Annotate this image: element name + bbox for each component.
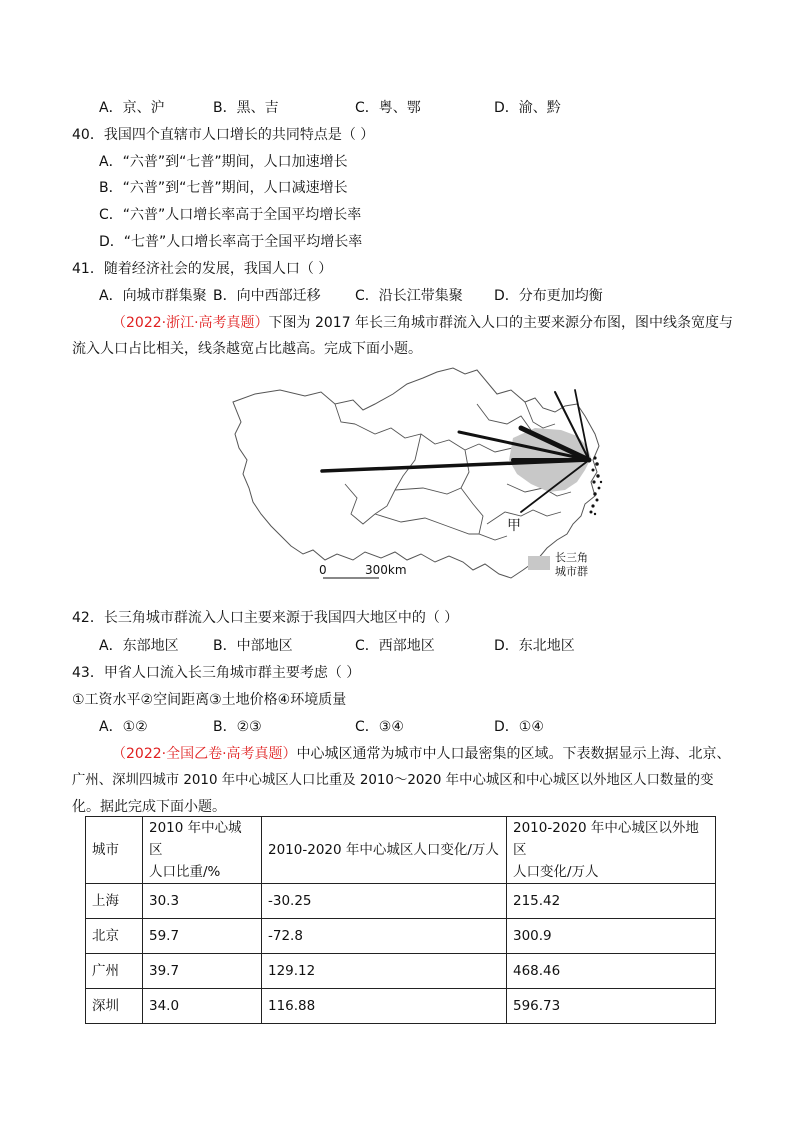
migration-map-svg (225, 364, 620, 589)
table-cell: 468.46 (507, 954, 716, 989)
q42-stem: 42．长三角城市群流入人口主要来源于我国四大地区中的（ ） (72, 610, 459, 626)
table-row (86, 954, 716, 989)
q39-option-a: A．京、沪 (99, 100, 165, 116)
q39-option-d: D．渝、黔 (494, 100, 561, 116)
q43-option-c: C．③④ (355, 719, 404, 735)
table-cell: 30.3 (143, 884, 262, 919)
table-row (86, 989, 716, 1024)
legend-label-1: 长三角 (555, 551, 588, 564)
migration-map (225, 364, 620, 589)
q40-option-d: D．“七普”人口增长率高于全国平均增长率 (99, 234, 363, 250)
legend-swatch (528, 556, 550, 570)
q41-option-b: B．向中西部迁移 (213, 288, 321, 304)
q39-option-b: B．黑、吉 (213, 100, 279, 116)
coastline-islands (590, 456, 603, 515)
q41-option-d: D．分布更加均衡 (494, 288, 603, 304)
intro1-line-2: 流入人口占比相关，线条越宽占比越高。完成下面小题。 (72, 341, 422, 357)
table-header-cell: 2010 年中心城区 人口比重/% (143, 817, 262, 884)
q43-option-d: D．①④ (494, 719, 544, 735)
q41-option-a: A．向城市群集聚 (99, 288, 207, 304)
q43-stem: 43．甲省人口流入长三角城市群主要考虑（ ） (72, 665, 361, 681)
q42-option-c: C．西部地区 (355, 638, 435, 654)
table-header-cell: 2010-2020 年中心城区人口变化/万人 (262, 817, 507, 884)
q39-option-c: C．粤、鄂 (355, 100, 421, 116)
q40-option-a: A．“六普”到“七普”期间，人口加速增长 (99, 154, 348, 170)
q40-option-c: C．“六普”人口增长率高于全国平均增长率 (99, 207, 362, 223)
table-cell: 上海 (86, 884, 143, 919)
table-header-cell: 城市 (86, 817, 143, 884)
table-cell: 39.7 (143, 954, 262, 989)
table-cell: -72.8 (262, 919, 507, 954)
intro2-line-2: 广州、深圳四城市 2010 年中心城区人口比重及 2010～2020 年中心城区和中心城区以外地区人口数量的变 (72, 773, 714, 788)
table-cell: 北京 (86, 919, 143, 954)
intro1-line-1 (112, 313, 733, 333)
intro2-source: （2022·全国乙卷·高考真题） (112, 746, 297, 762)
scale-bar-label: 300km (365, 563, 407, 577)
q42-option-b: B．中部地区 (213, 638, 293, 654)
table-cell: 59.7 (143, 919, 262, 954)
q42-option-a: A．东部地区 (99, 638, 179, 654)
q43-option-a: A．①② (99, 719, 148, 735)
table-header-row (86, 817, 716, 884)
table-header-cell: 2010-2020 年中心城区以外地区 人口变化/万人 (507, 817, 716, 884)
q41-stem: 41．随着经济社会的发展，我国人口（ ） (72, 261, 333, 277)
table-cell: 116.88 (262, 989, 507, 1024)
q41-option-c: C．沿长江带集聚 (355, 288, 463, 304)
migration-flow-lines (322, 390, 589, 512)
table-cell: 300.9 (507, 919, 716, 954)
table-row (86, 884, 716, 919)
intro2-text-1: 中心城区通常为城市中人口最密集的区域。下表数据显示上海、北京、 (296, 746, 731, 762)
table-cell: 广州 (86, 954, 143, 989)
intro2-line-1 (112, 744, 731, 764)
map-point-label-jia: 甲 (507, 518, 521, 534)
q42-option-d: D．东北地区 (494, 638, 575, 654)
q40-option-b: B．“六普”到“七普”期间，人口减速增长 (99, 180, 348, 196)
intro2-line-3: 化。据此完成下面小题。 (72, 799, 226, 815)
table-cell: 深圳 (86, 989, 143, 1024)
q43-factors: ①工资水平②空间距离③土地价格④环境质量 (72, 692, 347, 708)
q40-stem: 40．我国四个直辖市人口增长的共同特点是（ ） (72, 127, 375, 143)
intro1-source: （2022·浙江·高考真题） (112, 315, 269, 331)
q43-option-b: B．②③ (213, 719, 262, 735)
table-row (86, 919, 716, 954)
table-cell: 34.0 (143, 989, 262, 1024)
table-cell: -30.25 (262, 884, 507, 919)
table-cell: 129.12 (262, 954, 507, 989)
table-cell: 596.73 (507, 989, 716, 1024)
population-table (85, 816, 716, 1024)
legend-label-2: 城市群 (555, 565, 588, 578)
table-cell: 215.42 (507, 884, 716, 919)
scale-bar-zero: 0 (319, 563, 327, 577)
intro1-text-1: 下图为 2017 年长三角城市群流入人口的主要来源分布图，图中线条宽度与 (268, 315, 734, 331)
